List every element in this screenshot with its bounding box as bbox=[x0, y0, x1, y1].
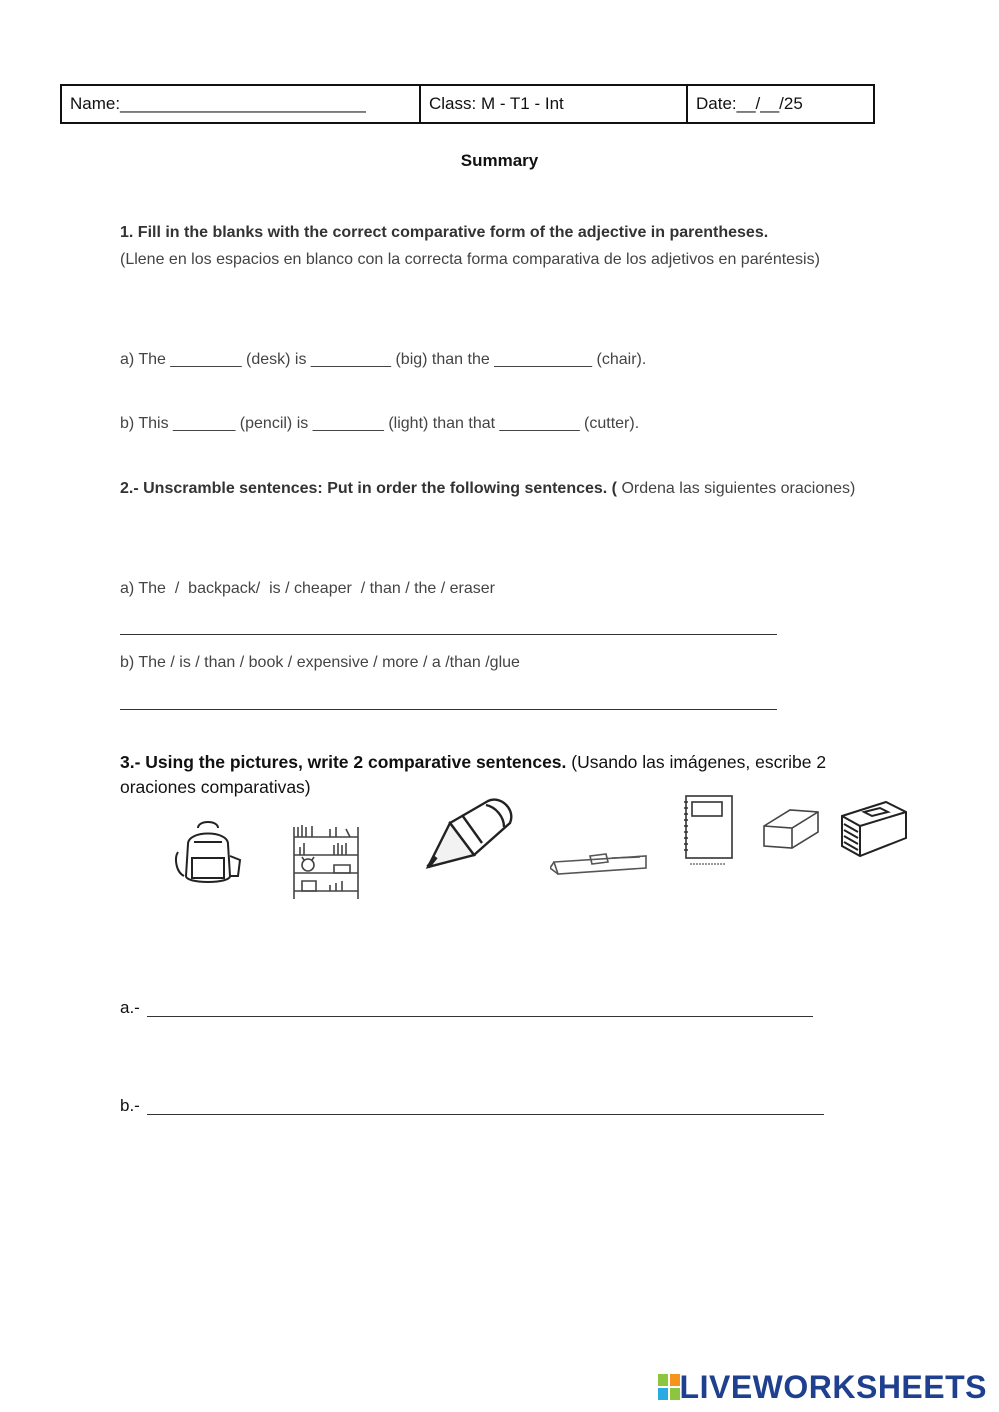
q3-answer-line-b[interactable] bbox=[147, 1114, 824, 1115]
eraser-icon bbox=[760, 802, 822, 852]
class-label: Class: M - T1 - Int bbox=[429, 94, 564, 113]
name-field[interactable] bbox=[62, 86, 419, 122]
logo-blocks-icon bbox=[658, 1374, 680, 1400]
book-icon bbox=[836, 798, 910, 860]
q3-instruction bbox=[120, 750, 880, 800]
bookshelf-icon bbox=[290, 823, 362, 901]
q2-instruction-es: Ordena las siguientes oraciones) bbox=[617, 480, 856, 497]
q1-item-a[interactable]: a) The ________ (desk) is _________ (big) than the ___________ (chair). bbox=[120, 351, 647, 368]
q3-instruction-bold: 3.- Using the pictures, write 2 comparative sentences. bbox=[120, 752, 567, 772]
q2-instruction-bold: 2.- Unscramble sentences: Put in order the following sentences. ( bbox=[120, 480, 617, 497]
q1-instruction-bold: 1. Fill in the blanks with the correct comparative form of the adjective in parentheses. bbox=[120, 224, 769, 241]
liveworksheets-logo bbox=[658, 1370, 987, 1404]
q2-instruction bbox=[120, 475, 860, 502]
q3-answer-line-a[interactable] bbox=[147, 1016, 813, 1017]
page-title: Summary bbox=[460, 151, 539, 170]
notebook-icon bbox=[680, 792, 736, 870]
header-table bbox=[60, 84, 875, 124]
backpack-icon bbox=[172, 818, 244, 888]
class-cell bbox=[419, 86, 686, 122]
q1-instruction-es: (Llene en los espacios en blanco con la correcta forma comparativa de los adjetivos en paréntesis) bbox=[120, 251, 820, 268]
date-label: Date:__/__/25 bbox=[696, 94, 803, 113]
q3-answer-a-label: a.- bbox=[120, 998, 140, 1017]
q2-answer-line-b[interactable] bbox=[120, 709, 777, 710]
q1-item-b[interactable]: b) This _______ (pencil) is ________ (light) than that _________ (cutter). bbox=[120, 415, 640, 432]
name-label: Name:__________________________ bbox=[70, 94, 366, 113]
brand-name: LIVEWORKSHEETS bbox=[679, 1369, 987, 1405]
q2-item-b: b) The / is / than / book / expensive / more / a /than /glue bbox=[120, 654, 520, 671]
date-field[interactable] bbox=[686, 86, 873, 122]
q2-item-a: a) The / backpack/ is / cheaper / than / the / eraser bbox=[120, 580, 496, 597]
cutter-icon bbox=[550, 848, 650, 890]
q3-instruction-es: (Usando las imágenes, escribe 2 oraciones comparativas) bbox=[120, 752, 827, 797]
pencil-icon bbox=[420, 795, 520, 870]
q2-answer-line-a[interactable] bbox=[120, 634, 777, 635]
q3-answer-b-label: b.- bbox=[120, 1096, 140, 1115]
q1-instruction bbox=[120, 219, 860, 273]
